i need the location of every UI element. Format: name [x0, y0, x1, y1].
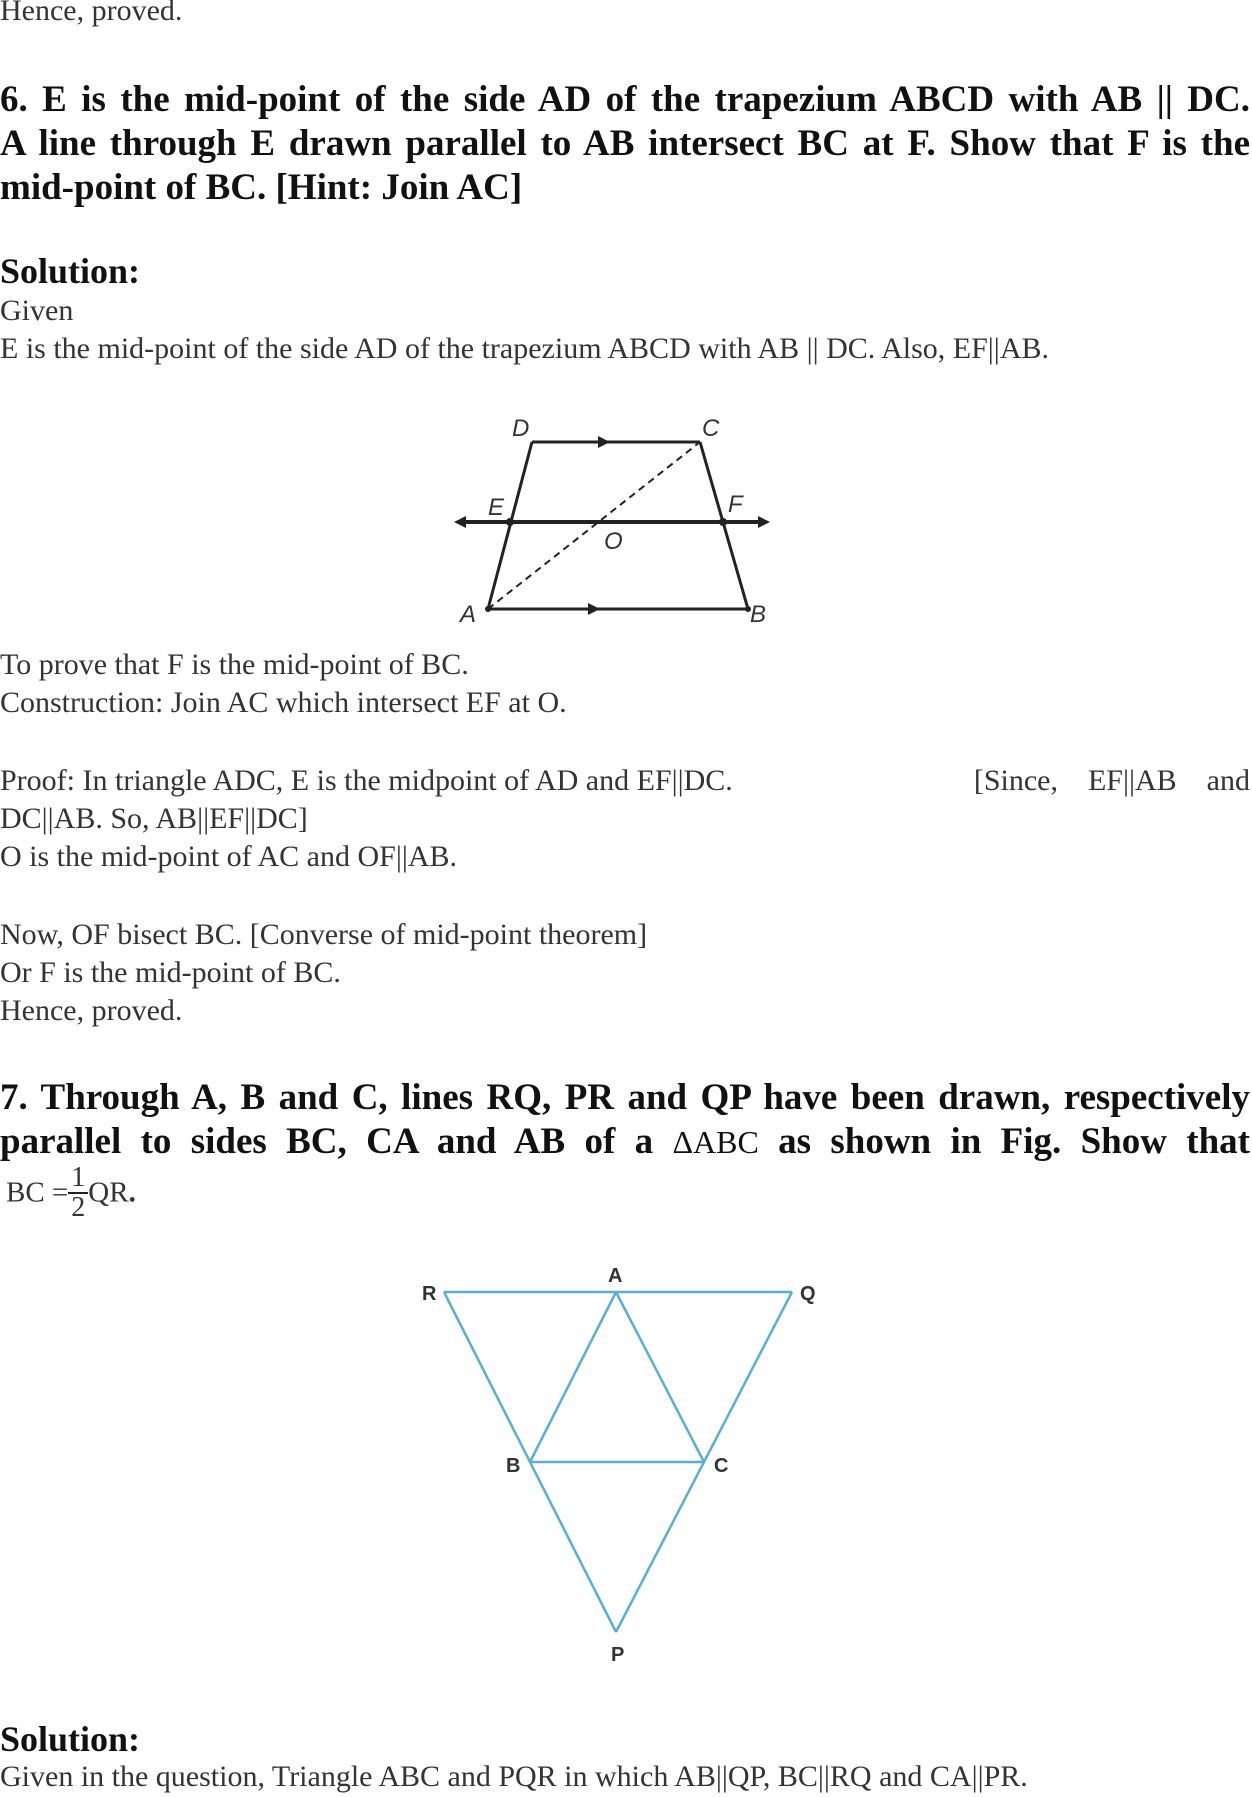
- label-a: A: [460, 601, 477, 628]
- q6-or-line: Or F is the mid-point of BC.: [0, 956, 341, 989]
- q7-line-2: [0, 1120, 1250, 1163]
- q6-line-3: mid-point of BC. [Hint: Join AC]: [0, 167, 523, 208]
- label-b7: B: [506, 1455, 521, 1477]
- q7-line-1: 7. Through A, B and C, lines RQ, PR and QP have been drawn, respectively: [0, 1077, 1250, 1118]
- point-a: [485, 606, 491, 612]
- q6-given-text: E is the mid-point of the side AD of the trapezium ABCD with AB || DC. Also, EF||AB.: [0, 332, 1049, 365]
- arrow-dc-icon: [598, 436, 610, 448]
- label-f: F: [728, 491, 743, 518]
- label-d: D: [512, 415, 530, 442]
- arrow-right-icon: [758, 516, 770, 528]
- arrow-ab-icon: [588, 603, 600, 615]
- q6-hence: Hence, proved.: [0, 994, 183, 1027]
- q6-to-prove: To prove that F is the mid-point of BC.: [0, 648, 469, 681]
- q6-proof-line-1-right: [Since, EF||AB and: [973, 764, 1250, 797]
- label-a7: A: [608, 1265, 623, 1287]
- segment-ac-dashed: [488, 442, 700, 609]
- arrow-left-icon: [454, 516, 466, 528]
- q7-solution-label: Solution:: [0, 1719, 141, 1759]
- triangle-abc-symbol: ΔABC: [672, 1124, 759, 1160]
- eq-lhs: BC =: [6, 1176, 69, 1209]
- q6-construction: Construction: Join AC which intersect EF at O.: [0, 686, 567, 719]
- eq-denominator: 2: [71, 1192, 86, 1223]
- q7-line-2-post: as shown in Fig. Show that: [778, 1121, 1251, 1162]
- q6-line-2: A line through E drawn parallel to AB intersect BC at F. Show that F is the: [0, 123, 1250, 164]
- line-ac: [616, 1292, 704, 1462]
- eq-dot: .: [128, 1176, 136, 1209]
- label-r: R: [422, 1283, 437, 1305]
- q7-line-2-pre: parallel to sides BC, CA and AB of a: [0, 1121, 654, 1162]
- eq-rhs: QR: [88, 1176, 129, 1209]
- triangle-figure: [400, 1260, 840, 1680]
- q6-now-line: Now, OF bisect BC. [Converse of mid-point theorem]: [0, 918, 648, 951]
- label-o: O: [604, 528, 623, 555]
- q6-proof-line-1: Proof: In triangle ADC, E is the midpoint of AD and EF||DC.: [0, 764, 733, 797]
- q7-given-text: Given in the question, Triangle ABC and PQR in which AB||QP, BC||RQ and CA||PR.: [0, 1760, 1028, 1793]
- label-e: E: [488, 494, 505, 521]
- q6-given-label: Given: [0, 294, 74, 327]
- q6-line-1: 6. E is the mid-point of the side AD of the trapezium ABCD with AB || DC.: [0, 79, 1250, 120]
- eq-numerator: 1: [68, 1164, 88, 1194]
- point-f: [719, 518, 727, 526]
- label-q: Q: [800, 1283, 816, 1305]
- line-ab: [530, 1292, 616, 1462]
- q6-proof-line-3: O is the mid-point of AC and OF||AB.: [0, 840, 458, 873]
- q6-solution-label: Solution:: [0, 251, 141, 291]
- label-c: C: [702, 415, 720, 442]
- label-p: P: [611, 1644, 625, 1666]
- q7-equation: [6, 1164, 136, 1222]
- label-b: B: [750, 601, 767, 628]
- fraction-one-half: [68, 1164, 88, 1222]
- label-c7: C: [714, 1455, 729, 1477]
- trapezium-figure: [440, 400, 780, 640]
- q6-proof-line-2: DC||AB. So, AB||EF||DC]: [0, 802, 308, 835]
- point-e: [506, 518, 514, 526]
- hence-proved-top: Hence, proved.: [0, 0, 183, 27]
